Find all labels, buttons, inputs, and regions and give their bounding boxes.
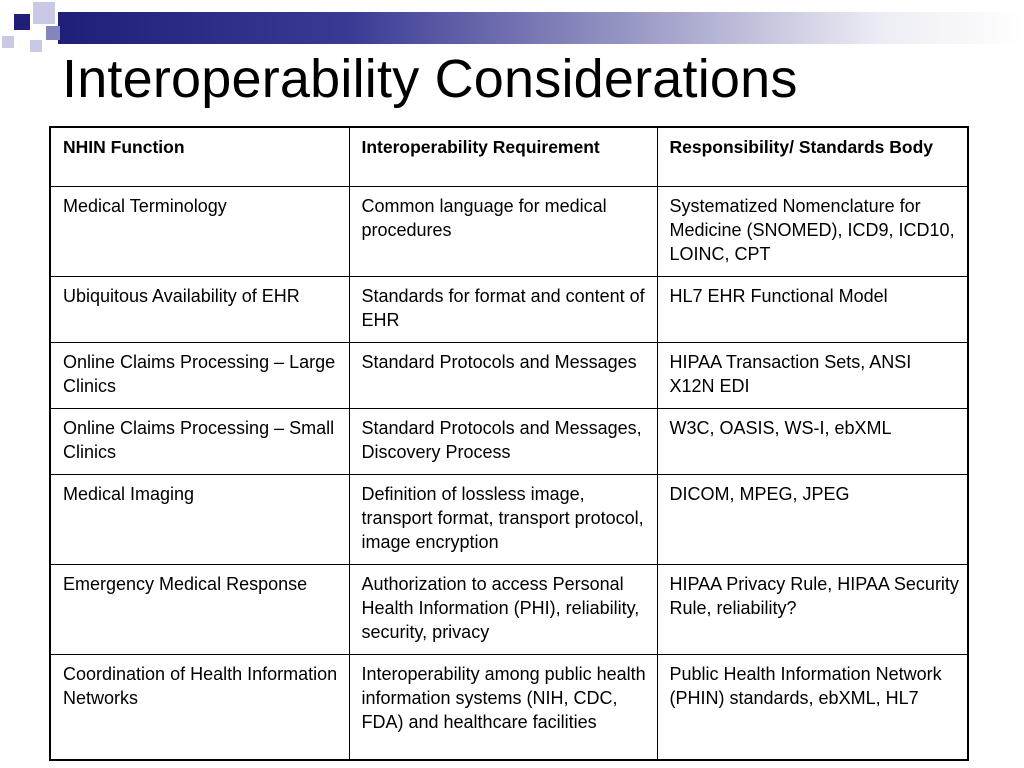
- column-header-responsibility: Responsibility/ Standards Body: [657, 127, 968, 186]
- requirement-cell: Definition of lossless image, transport format, transport protocol, image encryption: [349, 474, 657, 564]
- table-row: [50, 276, 968, 342]
- requirement-cell: Authorization to access Personal Health Information (PHI), reliability, security, privacy: [349, 564, 657, 654]
- requirement-cell: Interoperability among public health information systems (NIH, CDC, FDA) and healthcare facilities: [349, 654, 657, 760]
- column-header-nhin-function: NHIN Function: [50, 127, 349, 186]
- standards-table-container: [49, 126, 967, 761]
- requirement-cell: Common language for medical procedures: [349, 186, 657, 276]
- table-row: [50, 654, 968, 760]
- column-header-interoperability-requirement: Interoperability Requirement: [349, 127, 657, 186]
- standards-body-cell: W3C, OASIS, WS-I, ebXML: [657, 408, 968, 474]
- decorative-square: [46, 26, 60, 40]
- nhin-function-cell: Medical Terminology: [50, 186, 349, 276]
- header-gradient-band: [58, 12, 1024, 44]
- table-row: [50, 474, 968, 564]
- requirement-cell: Standards for format and content of EHR: [349, 276, 657, 342]
- decorative-square: [64, 2, 74, 12]
- table-row: [50, 342, 968, 408]
- standards-body-cell: HIPAA Transaction Sets, ANSI X12N EDI: [657, 342, 968, 408]
- slide-title: Interoperability Considerations: [62, 49, 798, 109]
- nhin-function-cell: Ubiquitous Availability of EHR: [50, 276, 349, 342]
- table-header-row: [50, 127, 968, 186]
- nhin-function-cell: Online Claims Processing – Small Clinics: [50, 408, 349, 474]
- table-row: [50, 408, 968, 474]
- requirement-cell: Standard Protocols and Messages, Discovery Process: [349, 408, 657, 474]
- standards-body-cell: DICOM, MPEG, JPEG: [657, 474, 968, 564]
- requirement-cell: Standard Protocols and Messages: [349, 342, 657, 408]
- decorative-square: [33, 2, 55, 24]
- table-row: [50, 186, 968, 276]
- decorative-square: [2, 36, 14, 48]
- decorative-square: [30, 40, 42, 52]
- standards-table: [49, 126, 969, 761]
- nhin-function-cell: Coordination of Health Information Networks: [50, 654, 349, 760]
- nhin-function-cell: Medical Imaging: [50, 474, 349, 564]
- nhin-function-cell: Online Claims Processing – Large Clinics: [50, 342, 349, 408]
- decorative-square: [14, 14, 30, 30]
- standards-body-cell: HL7 EHR Functional Model: [657, 276, 968, 342]
- table-row: [50, 564, 968, 654]
- standards-body-cell: Public Health Information Network (PHIN) standards, ebXML, HL7: [657, 654, 968, 760]
- standards-body-cell: HIPAA Privacy Rule, HIPAA Security Rule, reliability?: [657, 564, 968, 654]
- nhin-function-cell: Emergency Medical Response: [50, 564, 349, 654]
- standards-body-cell: Systematized Nomenclature for Medicine (SNOMED), ICD9, ICD10, LOINC, CPT: [657, 186, 968, 276]
